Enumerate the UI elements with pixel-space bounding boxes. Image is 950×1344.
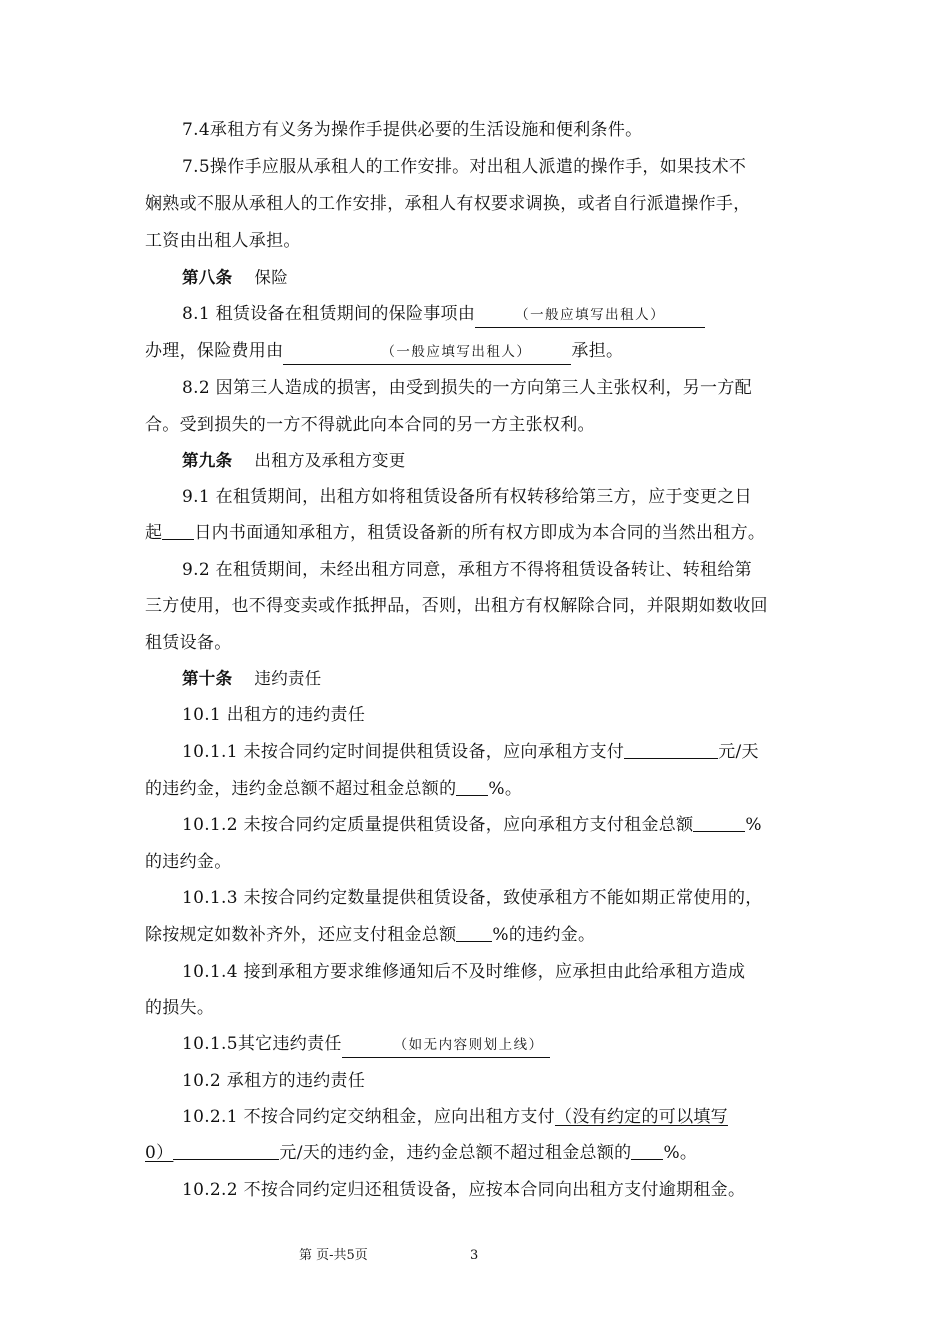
clause-8-1-cont: 办理，保险费用由 （一般应填写出租人） 承担。 xyxy=(145,339,810,365)
blank-percent-2 xyxy=(693,813,745,832)
footer-page-number: 3 xyxy=(470,1248,479,1263)
clause-10-1-3: 10.1.3 未按合同约定数量提供租赁设备，致使承租方不能如期正常使用的， xyxy=(182,888,763,908)
clause-9-1-cont: 起 日内书面通知承租方，租赁设备新的所有权方即成为本合同的当然出租方。 xyxy=(145,523,766,543)
clause-10-1-1: 10.1.1 未按合同约定时间提供租赁设备，应向承租方支付 元/天 xyxy=(182,742,759,762)
fill-note-zero: （没有约定的可以填写 xyxy=(554,1107,728,1127)
clause-10-1-2: 10.1.2 未按合同约定质量提供租赁设备，应向承租方支付租金总额 % xyxy=(182,815,762,835)
clause-10-1-3-cont: 除按规定如数补齐外，还应支付租金总额 %的违约金。 xyxy=(145,925,596,945)
fill-note-insurer: （一般应填写出租人） xyxy=(475,303,705,328)
fill-note-premium: （一般应填写出租人） xyxy=(283,340,571,365)
clause-7-5-end: 工资由出租人承担。 xyxy=(145,231,301,251)
blank-percent-1 xyxy=(456,777,488,796)
article-10-heading: 第十条 违约责任 xyxy=(182,669,322,688)
clause-10-2-1-cont: 0） 元/天的违约金，违约金总额不超过租金总额的 %。 xyxy=(145,1143,698,1163)
clause-10-1-2-cont: 的违约金。 xyxy=(145,852,232,872)
clause-7-5: 7.5操作手应服从承租人的工作安排。对出租人派遣的操作手，如果技术不 xyxy=(182,157,747,177)
clause-10-1-4: 10.1.4 接到承租方要求维修通知后不及时维修，应承担由此给承租方造成 xyxy=(182,962,746,982)
clause-7-5-cont: 娴熟或不服从承租人的工作安排，承租人有权要求调换，或者自行派遣操作手， xyxy=(145,194,751,214)
clause-9-1: 9.1 在租赁期间，出租方如将租赁设备所有权转移给第三方，应于变更之日 xyxy=(182,487,752,507)
clause-10-1-1-cont: 的违约金，违约金总额不超过租金总额的 %。 xyxy=(145,779,523,799)
clause-10-2-2: 10.2.2 不按合同约定归还租赁设备，应按本合同向出租方支付逾期租金。 xyxy=(182,1180,746,1200)
footer-page-info: 第 页-共5页 xyxy=(299,1248,368,1263)
blank-days xyxy=(162,521,194,540)
clause-8-2: 8.2 因第三人造成的损害，由受到损失的一方向第三人主张权利，另一方配 xyxy=(182,378,752,398)
clause-8-1: 8.1 租赁设备在租赁期间的保险事项由 （一般应填写出租人） xyxy=(182,302,810,328)
article-9-heading: 第九条 出租方及承租方变更 xyxy=(182,451,406,470)
blank-percent-4 xyxy=(631,1141,663,1160)
clause-9-2-cont: 三方使用，也不得变卖或作抵押品，否则，出租方有权解除合同，并限期如数收回 xyxy=(145,596,768,616)
fill-note-other: （如无内容则划上线） xyxy=(342,1033,550,1058)
clause-10-2-1: 10.2.1 不按合同约定交纳租金，应向出租方支付（没有约定的可以填写 xyxy=(182,1107,728,1127)
clause-8-2-cont: 合。受到损失的一方不得就此向本合同的另一方主张权利。 xyxy=(145,415,595,435)
article-8-heading: 第八条 保险 xyxy=(182,268,289,287)
clause-7-4: 7.4承租方有义务为操作手提供必要的生活设施和便利条件。 xyxy=(182,120,643,140)
clause-10-1-5: 10.1.5其它违约责任 （如无内容则划上线） xyxy=(182,1032,810,1058)
clause-10-1-4-cont: 的损失。 xyxy=(145,998,215,1018)
clause-10-2: 10.2 承租方的违约责任 xyxy=(182,1071,366,1091)
clause-9-2-end: 租赁设备。 xyxy=(145,633,232,653)
blank-daily-penalty-2 xyxy=(173,1141,279,1160)
blank-daily-penalty xyxy=(624,740,718,759)
clause-9-2: 9.2 在租赁期间，未经出租方同意，承租方不得将租赁设备转让、转租给第 xyxy=(182,560,752,580)
clause-10-1: 10.1 出租方的违约责任 xyxy=(182,705,366,725)
blank-percent-3 xyxy=(456,923,492,942)
